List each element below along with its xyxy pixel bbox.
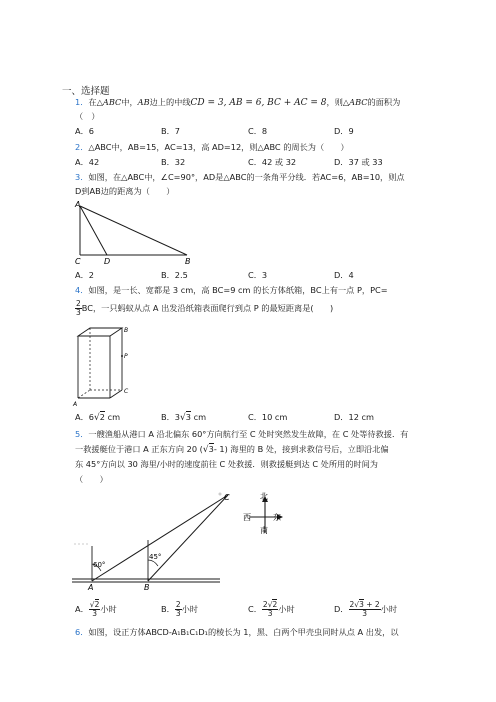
label-b: B (185, 257, 191, 266)
q2-option-a: A．42 (75, 157, 100, 167)
q1-paren: （ ） (75, 111, 100, 121)
compass-east: 东 (273, 513, 281, 522)
label-b: B (124, 327, 129, 334)
q4-option-c: C．10 cm (248, 412, 288, 422)
question-number: 6． (75, 627, 89, 637)
question-2: 2．△ABC中，AB=15，AC=13，高 AD=12，则△ABC 的周长为（ ） (75, 142, 349, 152)
fraction: $\frac{2√2}{3}$ (262, 600, 278, 618)
question-number: 1． (75, 97, 89, 107)
q5-rescue-figure (70, 486, 300, 594)
question-number: 3． (75, 172, 89, 182)
q4-option-b: B．3√3 cm (161, 412, 207, 423)
q1-option-b: B．7 (161, 126, 181, 136)
q5-option-b: B． $\frac{2}{3}$ 小时 (161, 600, 198, 618)
q5-option-c: C． $\frac{2√2}{3}$ 小时 (248, 600, 295, 618)
q1-option-a: A．6 (75, 126, 94, 136)
fraction: $\frac{2}{3}$ (175, 600, 181, 618)
fraction: $\frac{2√3 + 2}{3}$ (349, 600, 380, 618)
question-5: 5．一艘渔船从港口 A 沿北偏东 60°方向航行至 C 处时突然发生故障，在 C 处等待救援．有 (75, 429, 409, 439)
label-b: B (144, 583, 150, 592)
question-4: 4．如图，是一长、宽都是 3 cm，高 BC=9 cm 的长方体纸箱，BC上有一点 P，PC= (75, 285, 388, 295)
q3-option-c: C．3 (248, 270, 268, 280)
question-number: 5． (75, 429, 89, 439)
q5-option-d: D． $\frac{2√3 + 2}{3}$ 小时 (334, 600, 398, 618)
compass-west: 西 (243, 513, 251, 522)
q5-paren: （ ） (75, 474, 108, 484)
q5-option-a: A． $\frac{√2}{3}$ 小时 (75, 600, 117, 618)
question-number: 2． (75, 142, 89, 152)
q2-option-b: B．32 (161, 157, 186, 167)
label-a: A (75, 200, 81, 209)
label-p: P (124, 353, 128, 360)
fraction: $\frac{√2}{3}$ (89, 600, 100, 618)
label-c: C (75, 257, 81, 266)
angle-60: 60° (93, 561, 106, 569)
question-4-line2: $\frac{2}{3}$ BC，一只蚂蚁从点 A 出发沿纸箱表面爬行到点 P 的最短距离是( ) (76, 299, 334, 317)
question-6: 6．如图，设正方体ABCD-A₁B₁C₁D₁的棱长为 1，黑、白两个甲壳虫同时从点 A 出发，以 (75, 627, 399, 637)
label-c: C (224, 493, 230, 502)
label-d: D (104, 257, 111, 266)
question-5-line3: 东 45°方向以 30 海里/小时的速度前往 C 处救援．则救援艇到达 C 处所用的时间为 (75, 459, 378, 469)
section-title: 一、选择题 (62, 86, 110, 97)
compass-south: 南 (260, 526, 268, 535)
q3-option-a: A．2 (75, 270, 94, 280)
fraction: $\frac{2}{3}$ (76, 299, 81, 317)
q2-option-d: D．37 或 33 (334, 157, 383, 167)
q3-option-d: D．4 (334, 270, 354, 280)
q1-condition: CD = 3, AB = 6, BC + AC = 8 (190, 98, 327, 108)
question-3-line2: D到AB边的距离为（ ） (75, 186, 175, 196)
q4-option-a: A．6√2 cm (75, 412, 121, 423)
q2-option-c: C．42 或 32 (248, 157, 297, 167)
question-5-line2: 一救援艇位于港口 A 正东方向 20 (√3- 1) 海里的 B 处，接到求救信号后，立即沿北偏 (75, 444, 389, 455)
q3-option-b: B．2.5 (161, 270, 188, 280)
q1-option-c: C．8 (248, 126, 268, 136)
q4-option-d: D．12 cm (334, 412, 374, 422)
label-a: A (73, 401, 78, 408)
label-c: C (124, 388, 129, 395)
question-3: 3．如图，在△ABC中，∠C=90°，AD是△ABC的一条角平分线．若AC=6，AB=10，则点 (75, 172, 405, 182)
q3-triangle-figure (70, 200, 210, 268)
q4-box-figure (72, 322, 134, 408)
label-a: A (88, 583, 94, 592)
question-1: 1．在△ABC中，AB边上的中线CD = 3, AB = 6, BC + AC = 8，则△ABC的面积为 (75, 97, 401, 108)
question-number: 4． (75, 285, 89, 295)
angle-45: 45° (149, 553, 162, 561)
q1-option-d: D．9 (334, 126, 354, 136)
compass-north: 北 (260, 492, 268, 501)
